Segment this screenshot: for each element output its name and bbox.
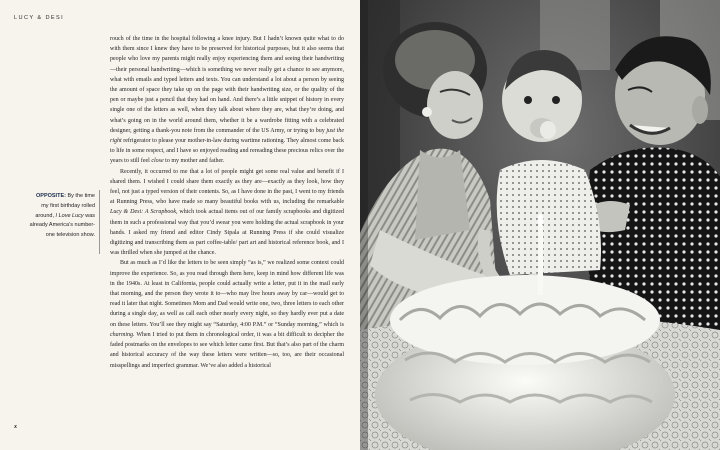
p2-text-b: which took actual items out of our family scrapbooks and digitized them in such a professional way that you’d swear you were holding the actual scrapbook in your hands. I asked my friend and editor Cindy Sipala at Running Press if she could visualize digitizing and transcribing them as part coffee-table/ part art and historical reference book, and I was thrilled when she jumped at the chance. (110, 209, 344, 257)
photo-caption (28, 192, 95, 241)
running-head: LUCY & DESI (14, 15, 65, 21)
candle-flame (538, 214, 544, 226)
body-text (110, 34, 344, 371)
p1-text-b: refrigerator to please your mother-in-law during wartime rationing. They almost come back to life in some respect, and I have so enjoyed reading and rereading these precious relics over the years to still feel (110, 138, 344, 165)
p1-text-c: to my mother and father. (165, 158, 225, 165)
family-photo (360, 0, 720, 450)
p1-emphasis-2: close (151, 158, 164, 165)
paragraph-3 (110, 258, 344, 370)
caption-label: OPPOSITE: (36, 193, 66, 199)
p1-emphasis-1: just the right (110, 127, 344, 145)
candle (538, 225, 543, 295)
p2-text-a: Recently, it occurred to me that a lot of people might get some real value and benefit if I shared them. I wished I could share them exactly as they are—exactly as they look, how they feel, not just a typed version of their contents. So, as I have done in the past, I went to my friends at Running Press, who have made so many beautiful books with us, including the remarkable (110, 168, 344, 206)
page-number: x (14, 424, 17, 430)
p2-book-title: Lucy & Desi: A Scrapbook, (110, 209, 178, 216)
p3-text-a: But as much as I’d like the letters to be seen simply “as is,” we realized some context could improve the experience. So, as you read through them here, keep in mind how different life was in the 1940s. At least in California, people could actually write a letter, put it in the mail early that morning, and the person they wrote it to—who may live hours away by car—would get to read it later that night. Sometimes Mom and Dad would write one, two, three letters to each other during a single day, as well as call each other nearly every night, so they hardly ever put a date on these letters. You’ll see they might say “Saturday, 4:00 P.M.” or “Sunday morning,” which is (110, 260, 344, 328)
p3-text-b: When I tried to put them in chronological order, it was a bit difficult to decipher the faded postmarks on the envelopes to see which letter came first. But that’s also part of the charm and historical accuracy of the way these letters were written—so, too, are their occasional misspellings and imperfect grammar. We’ve also added a historical (110, 331, 344, 369)
caption-show-title: I Love Lucy (55, 212, 84, 219)
caption-text-2: was already America’s number-one television show. (29, 212, 95, 239)
birthday-photo-illustration (360, 0, 720, 450)
caption-rule (99, 190, 100, 254)
paragraph-1 (110, 34, 344, 167)
p1-text-a: rouch of the time in the hospital following a knee injury. But I hadn’t known quite what to do with them since I knew they have to be preserved for historical purposes, but it also seems that people who love my parents might really enjoy experiencing them and seeing their handwriting—their personal handwriting—which is something we never really get a chance to see anymore, what with emails and typed letters and texts. You can understand a lot about a person by seeing the amount of space they take up on the page with their handwriting size, or the quality of the pen or maybe just a pencil that they had on hand. And there’s a little snippet of history in every single one of the letters as well, when they talk about where they are, what they’re doing, and what’s going on in the world around them, whether it be a wardrobe fitting with a celebrated designer, getting a thank-you note from the commander of the US Army, or trying to buy (110, 36, 344, 134)
p3-emphasis-1: charming. (110, 331, 135, 338)
paragraph-2 (110, 167, 344, 259)
caption-text-1: By the time my first birthday rolled around, (35, 193, 95, 219)
